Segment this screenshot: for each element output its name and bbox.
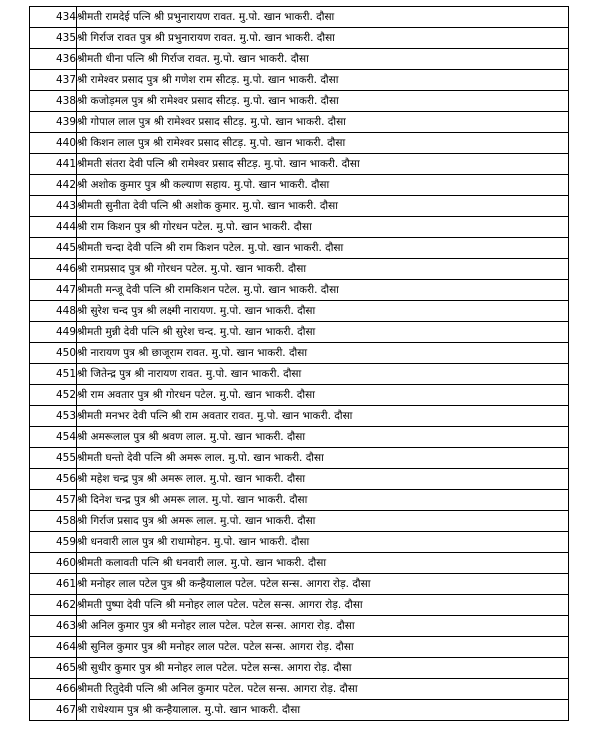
serial-number-cell: 435 bbox=[30, 28, 77, 49]
member-entry-cell: श्री किशन लाल पुत्र श्री रामेश्वर प्रसाद सीटड़. मु.पो. खान भाकरी. दौसा bbox=[77, 133, 569, 154]
member-entry-cell: श्रीमती संतरा देवी पत्नि श्री रामेश्वर प्रसाद सीटड़. मु.पो. खान भाकरी. दौसा bbox=[77, 154, 569, 175]
table-row bbox=[30, 217, 569, 238]
table-row bbox=[30, 616, 569, 637]
member-entry-cell: श्री अशोक कुमार पुत्र श्री कल्याण सहाय. मु.पो. खान भाकरी. दौसा bbox=[77, 175, 569, 196]
member-entry-cell: श्रीमती मुन्नी देवी पत्नि श्री सुरेश चन्द. मु.पो. खान भाकरी. दौसा bbox=[77, 322, 569, 343]
member-entry-cell: श्रीमती पुष्पा देवी पत्नि श्री मनोहर लाल पटेल. पटेल सन्स. आगरा रोड़. दौसा bbox=[77, 595, 569, 616]
member-entry-cell: श्री कजोड़मल पुत्र श्री रामेश्वर प्रसाद सीटड़. मु.पो. खान भाकरी. दौसा bbox=[77, 91, 569, 112]
member-entry-cell: श्रीमती रितुदेवी पत्नि श्री अनिल कुमार पटेल. पटेल सन्स. आगरा रोड़. दौसा bbox=[77, 679, 569, 700]
table-row bbox=[30, 259, 569, 280]
table-row bbox=[30, 637, 569, 658]
serial-number-cell: 467 bbox=[30, 700, 77, 721]
table-row bbox=[30, 301, 569, 322]
serial-number-cell: 460 bbox=[30, 553, 77, 574]
serial-number-cell: 437 bbox=[30, 70, 77, 91]
table-row bbox=[30, 574, 569, 595]
serial-number-cell: 448 bbox=[30, 301, 77, 322]
table-row bbox=[30, 490, 569, 511]
member-list-body bbox=[30, 7, 569, 721]
serial-number-cell: 451 bbox=[30, 364, 77, 385]
serial-number-cell: 439 bbox=[30, 112, 77, 133]
serial-number-cell: 441 bbox=[30, 154, 77, 175]
member-entry-cell: श्रीमती मन्जू देवी पत्नि श्री रामकिशन पटेल. मु.पो. खान भाकरी. दौसा bbox=[77, 280, 569, 301]
member-entry-cell: श्रीमती सुनीता देवी पत्नि श्री अशोक कुमार. मु.पो. खान भाकरी. दौसा bbox=[77, 196, 569, 217]
serial-number-cell: 447 bbox=[30, 280, 77, 301]
member-entry-cell: श्री अनिल कुमार पुत्र श्री मनोहर लाल पटेल. पटेल सन्स. आगरा रोड़. दौसा bbox=[77, 616, 569, 637]
member-entry-cell: श्री राम किशन पुत्र श्री गोरधन पटेल. मु.पो. खान भाकरी. दौसा bbox=[77, 217, 569, 238]
serial-number-cell: 444 bbox=[30, 217, 77, 238]
table-row bbox=[30, 322, 569, 343]
table-row bbox=[30, 175, 569, 196]
serial-number-cell: 463 bbox=[30, 616, 77, 637]
serial-number-cell: 446 bbox=[30, 259, 77, 280]
table-row bbox=[30, 448, 569, 469]
table-row bbox=[30, 553, 569, 574]
table-row bbox=[30, 28, 569, 49]
table-row bbox=[30, 595, 569, 616]
table-row bbox=[30, 91, 569, 112]
member-entry-cell: श्री जितेन्द्र पुत्र श्री नारायण रावत. मु.पो. खान भाकरी. दौसा bbox=[77, 364, 569, 385]
table-row bbox=[30, 112, 569, 133]
table-row bbox=[30, 7, 569, 28]
serial-number-cell: 465 bbox=[30, 658, 77, 679]
table-row bbox=[30, 427, 569, 448]
table-row bbox=[30, 364, 569, 385]
serial-number-cell: 449 bbox=[30, 322, 77, 343]
serial-number-cell: 458 bbox=[30, 511, 77, 532]
serial-number-cell: 455 bbox=[30, 448, 77, 469]
serial-number-cell: 436 bbox=[30, 49, 77, 70]
member-entry-cell: श्री सुधीर कुमार पुत्र श्री मनोहर लाल पटेल. पटेल सन्स. आगरा रोड़. दौसा bbox=[77, 658, 569, 679]
member-entry-cell: श्री धनवारी लाल पुत्र श्री राधामोहन. मु.पो. खान भाकरी. दौसा bbox=[77, 532, 569, 553]
serial-number-cell: 450 bbox=[30, 343, 77, 364]
member-entry-cell: श्री गोपाल लाल पुत्र श्री रामेश्वर प्रसाद सीटड़. मु.पो. खान भाकरी. दौसा bbox=[77, 112, 569, 133]
serial-number-cell: 466 bbox=[30, 679, 77, 700]
member-entry-cell: श्री सुरेश चन्द पुत्र श्री लक्ष्मी नारायण. मु.पो. खान भाकरी. दौसा bbox=[77, 301, 569, 322]
member-entry-cell: श्रीमती मनभर देवी पत्नि श्री राम अवतार रावत. मु.पो. खान भाकरी. दौसा bbox=[77, 406, 569, 427]
member-entry-cell: श्री नारायण पुत्र श्री छाजूराम रावत. मु.पो. खान भाकरी. दौसा bbox=[77, 343, 569, 364]
member-entry-cell: श्री महेश चन्द्र पुत्र श्री अमरू लाल. मु.पो. खान भाकरी. दौसा bbox=[77, 469, 569, 490]
table-row bbox=[30, 658, 569, 679]
serial-number-cell: 445 bbox=[30, 238, 77, 259]
serial-number-cell: 453 bbox=[30, 406, 77, 427]
table-row bbox=[30, 133, 569, 154]
member-entry-cell: श्री राम अवतार पुत्र श्री गोरधन पटेल. मु.पो. खान भाकरी. दौसा bbox=[77, 385, 569, 406]
member-entry-cell: श्रीमती धीना पत्नि श्री गिर्राज रावत. मु.पो. खान भाकरी. दौसा bbox=[77, 49, 569, 70]
member-entry-cell: श्री गिर्राज प्रसाद पुत्र श्री अमरू लाल. मु.पो. खान भाकरी. दौसा bbox=[77, 511, 569, 532]
table-row bbox=[30, 385, 569, 406]
table-row bbox=[30, 280, 569, 301]
serial-number-cell: 454 bbox=[30, 427, 77, 448]
serial-number-cell: 459 bbox=[30, 532, 77, 553]
member-entry-cell: श्री गिर्राज रावत पुत्र श्री प्रभुनारायण रावत. मु.पो. खान भाकरी. दौसा bbox=[77, 28, 569, 49]
table-row bbox=[30, 49, 569, 70]
table-row bbox=[30, 343, 569, 364]
member-entry-cell: श्री दिनेश चन्द्र पुत्र श्री अमरू लाल. मु.पो. खान भाकरी. दौसा bbox=[77, 490, 569, 511]
serial-number-cell: 461 bbox=[30, 574, 77, 595]
serial-number-cell: 442 bbox=[30, 175, 77, 196]
serial-number-cell: 457 bbox=[30, 490, 77, 511]
table-row bbox=[30, 700, 569, 721]
member-entry-cell: श्री मनोहर लाल पटेल पुत्र श्री कन्हैयालाल पटेल. पटेल सन्स. आगरा रोड़. दौसा bbox=[77, 574, 569, 595]
table-row bbox=[30, 406, 569, 427]
serial-number-cell: 434 bbox=[30, 7, 77, 28]
member-entry-cell: श्री रामेश्वर प्रसाद पुत्र श्री गणेश राम सीटड़. मु.पो. खान भाकरी. दौसा bbox=[77, 70, 569, 91]
member-list-table bbox=[29, 6, 569, 721]
serial-number-cell: 443 bbox=[30, 196, 77, 217]
table-row bbox=[30, 469, 569, 490]
serial-number-cell: 462 bbox=[30, 595, 77, 616]
table-row bbox=[30, 70, 569, 91]
member-entry-cell: श्रीमती घन्तो देवी पत्नि श्री अमरू लाल. मु.पो. खान भाकरी. दौसा bbox=[77, 448, 569, 469]
table-row bbox=[30, 196, 569, 217]
table-row bbox=[30, 238, 569, 259]
member-entry-cell: श्री रामप्रसाद पुत्र श्री गोरधन पटेल. मु.पो. खान भाकरी. दौसा bbox=[77, 259, 569, 280]
member-entry-cell: श्री सुनिल कुमार पुत्र श्री मनोहर लाल पटेल. पटेल सन्स. आगरा रोड़. दौसा bbox=[77, 637, 569, 658]
table-row bbox=[30, 679, 569, 700]
serial-number-cell: 452 bbox=[30, 385, 77, 406]
member-entry-cell: श्रीमती कलावती पत्नि श्री धनवारी लाल. मु.पो. खान भाकरी. दौसा bbox=[77, 553, 569, 574]
table-row bbox=[30, 532, 569, 553]
member-entry-cell: श्रीमती चन्दा देवी पत्नि श्री राम किशन पटेल. मु.पो. खान भाकरी. दौसा bbox=[77, 238, 569, 259]
member-entry-cell: श्री अमरूलाल पुत्र श्री श्रवण लाल. मु.पो. खान भाकरी. दौसा bbox=[77, 427, 569, 448]
member-entry-cell: श्रीमती रामदेई पत्नि श्री प्रभुनारायण रावत. मु.पो. खान भाकरी. दौसा bbox=[77, 7, 569, 28]
serial-number-cell: 456 bbox=[30, 469, 77, 490]
table-row bbox=[30, 154, 569, 175]
member-entry-cell: श्री राधेश्याम पुत्र श्री कन्हैयालाल. मु.पो. खान भाकरी. दौसा bbox=[77, 700, 569, 721]
table-row bbox=[30, 511, 569, 532]
serial-number-cell: 438 bbox=[30, 91, 77, 112]
serial-number-cell: 440 bbox=[30, 133, 77, 154]
serial-number-cell: 464 bbox=[30, 637, 77, 658]
